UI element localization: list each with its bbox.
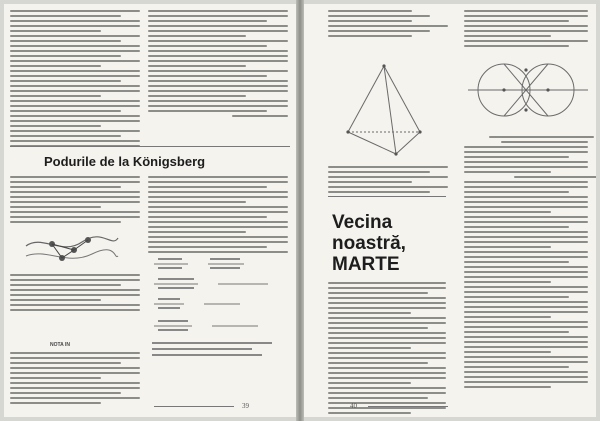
circles-figure [464, 54, 592, 132]
text-column-bottom-left-3 [10, 352, 140, 407]
text-column-mars-left [328, 282, 446, 417]
right-page [304, 4, 596, 417]
title-line-3: MARTE [332, 254, 400, 275]
subheading: NOTA IN [50, 342, 70, 348]
footer-rule-right [368, 406, 448, 407]
text-column-bottom-left-2 [10, 274, 140, 314]
tetrahedron-figure [342, 62, 426, 162]
text-block-top [328, 10, 448, 40]
page-number: 39 [242, 402, 249, 410]
text-column-top-left [10, 10, 140, 150]
text-column-bottom-right [148, 176, 288, 256]
left-page [4, 4, 296, 417]
text-column-top-right [148, 10, 288, 120]
footer-rule [154, 406, 234, 407]
text-column-bottom-left [10, 176, 140, 226]
section-divider [10, 146, 290, 147]
page-number-right: 40 [350, 402, 357, 410]
text-column-top-right [464, 10, 588, 50]
article-title-mars [332, 212, 406, 275]
title-line-2: noastră, [332, 233, 406, 254]
article-title: Podurile de la Königsberg [44, 154, 206, 169]
formula-block [148, 254, 288, 364]
bridges-graph-figure [22, 226, 122, 268]
text-column-right [464, 136, 588, 391]
spine-gutter [296, 0, 304, 421]
figure-caption [328, 166, 448, 196]
title-line-1: Vecina [332, 212, 393, 233]
section-divider-right [328, 196, 446, 197]
